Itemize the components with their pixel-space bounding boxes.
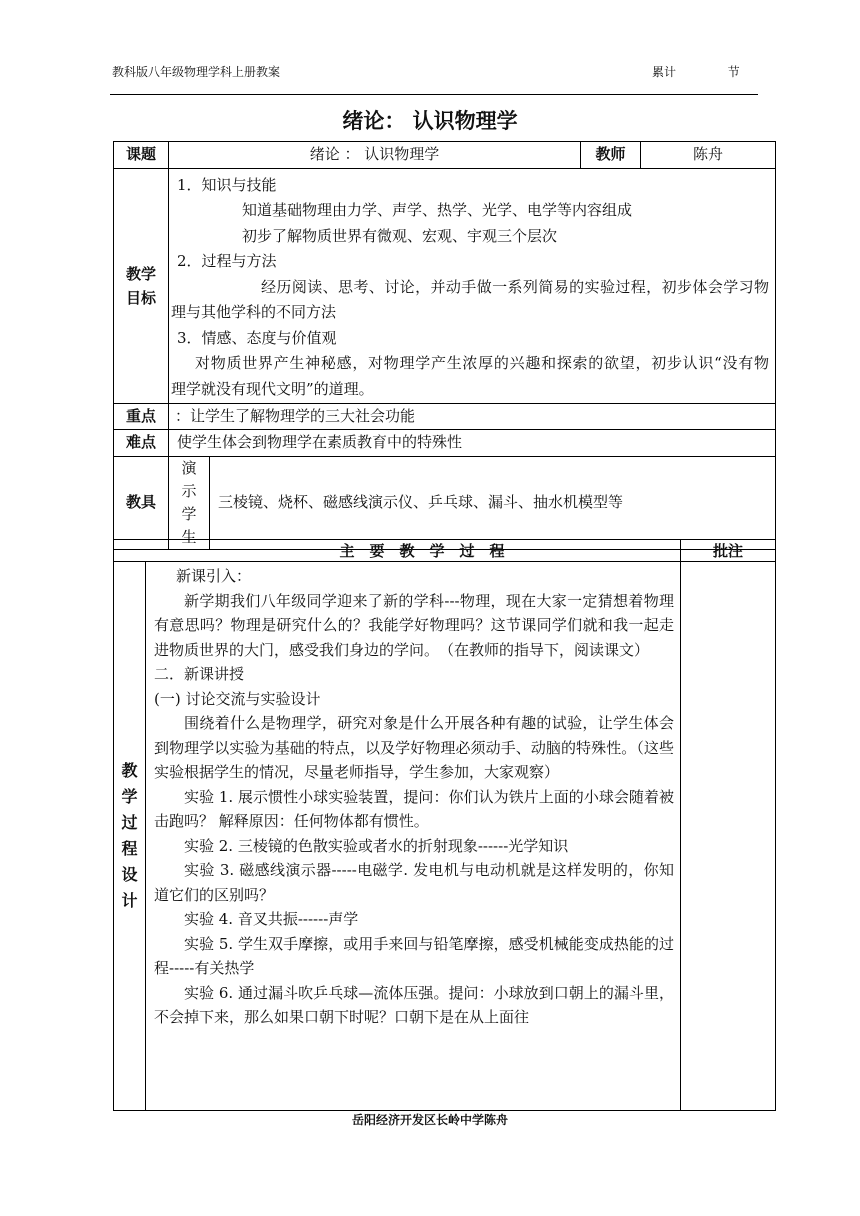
topic-value: 绪论 ： 认识物理学	[169, 142, 581, 169]
equipment-type-char: 示	[181, 481, 197, 500]
objective-line: 经历阅读、思考、讨论，并动手做一系列简易的实验过程，初步体会学习物理与其他学科的不同方法	[171, 277, 770, 321]
process-paragraph: 实验 6. 通过漏斗吹乒乓球—流体压强。提问：小球放到口朝上的漏斗里，不会掉下来，那么如果口朝下时呢？口朝下是在从上面往	[154, 983, 675, 1026]
header-section-label: 节	[727, 65, 740, 79]
process-paragraph: 实验 1. 展示惯性小球实验装置，提问：你们认为铁片上面的小球会随着被击跑吗？ 解释原因：任何物体都有惯性。	[154, 787, 675, 830]
process-paragraph: 新学期我们八年级同学迎来了新的学科---物理，现在大家一定猜想着物理有意思吗？物理是研究什么的？我能学好物理吗？这节课同学们就和我一起走进物质世界的大门，感受我们身边的学问。 （在教师的指导下，阅读课文）	[154, 591, 675, 659]
equipment-row	[114, 456, 776, 549]
process-paragraph: (一) 讨论交流与实验设计	[154, 689, 321, 708]
header-total-label: 累计	[652, 65, 677, 79]
objective-line: 3．情感、态度与价值观	[177, 328, 337, 347]
key-point-row	[114, 403, 776, 430]
teacher-label: 教师	[581, 142, 641, 169]
topic-row	[114, 142, 776, 169]
objectives-row	[114, 168, 776, 403]
notes-column	[681, 562, 776, 1111]
header-rule	[110, 94, 758, 95]
teacher-value: 陈舟	[641, 142, 776, 169]
equipment-value	[210, 457, 775, 549]
objective-line: 对物质世界产生神秘感，对物理学产生浓厚的兴趣和探索的欲望，初步认识“没有物 理学就没有现代文明”的道理。	[171, 354, 800, 398]
equipment-type-column	[169, 457, 210, 549]
objectives-label-text: 教学目标	[125, 264, 156, 307]
process-paragraph: 新课引入：	[176, 567, 252, 585]
process-header-label: 主 要 教 学 过 程	[114, 540, 681, 562]
page-title: 绪论： 认识物理学	[342, 109, 518, 133]
process-row	[114, 562, 776, 1111]
process-label-text: 教学过程设计	[121, 761, 138, 910]
objective-line: 知道基础物理由力学、声学、热学、光学、电学等内容组成	[242, 201, 633, 219]
process-table	[113, 539, 776, 1111]
equipment-label: 教具	[114, 456, 169, 549]
equipment-type-char: 生	[181, 527, 197, 546]
header-right	[652, 63, 740, 80]
objective-line: 初步了解物质世界有微观、宏观、宇观三个层次	[242, 226, 558, 245]
process-header-row	[114, 540, 776, 562]
process-paragraph: 围绕着什么是物理学，研究对象是什么开展各种有趣的试验，让学生体会到物理学以实验为基础的特点，以及学好物理必须动手、动脑的特殊性。（这些实验根据学生的情况，尽量老师指导，学生参加，大家观察）	[154, 714, 675, 781]
topic-label: 课题	[114, 142, 169, 169]
difficult-point-row	[114, 430, 776, 457]
process-paragraph: 实验 2. 三棱镜的色散实验或者水的折射现象------光学知识	[184, 836, 569, 855]
key-point-value: ：让学生了解物理学的三大社会功能	[169, 403, 776, 430]
equipment-type-char: 学	[181, 504, 197, 523]
difficult-point-value: 使学生体会到物理学在素质教育中的特殊性	[169, 430, 776, 457]
process-content	[146, 562, 681, 1111]
objectives-content	[169, 168, 800, 403]
equipment-content	[169, 456, 776, 549]
objectives-label	[114, 168, 169, 403]
process-label	[114, 562, 146, 1111]
equipment-type-char: 演	[181, 458, 197, 477]
process-paragraph: 二．新课讲授	[154, 665, 245, 683]
objective-line: 2．过程与方法	[177, 252, 277, 270]
lesson-info-table	[113, 141, 800, 550]
notes-header-label: 批注	[681, 540, 776, 562]
process-paragraph: 实验 3. 磁感线演示器-----电磁学. 发电机与电动机就是这样发明的，你知道它们的区别吗？	[154, 861, 675, 904]
header-left: 教科版八年级物理学科上册教案	[112, 65, 281, 79]
page-footer: 岳阳经济开发区长岭中学陈舟	[351, 1113, 508, 1127]
process-paragraph: 实验 4. 音叉共振------声学	[184, 910, 359, 928]
equipment-list: 三棱镜、烧杯、磁感线演示仪、乒乓球、漏斗、抽水机模型等	[218, 492, 624, 511]
process-paragraph: 实验 5. 学生双手摩擦，或用手来回与铅笔摩擦，感受机械能变成热能的过程-----有关热学	[154, 934, 675, 977]
key-point-label: 重点	[114, 403, 169, 430]
difficult-point-label: 难点	[114, 430, 169, 457]
objective-line: 1．知识与技能	[177, 175, 277, 194]
